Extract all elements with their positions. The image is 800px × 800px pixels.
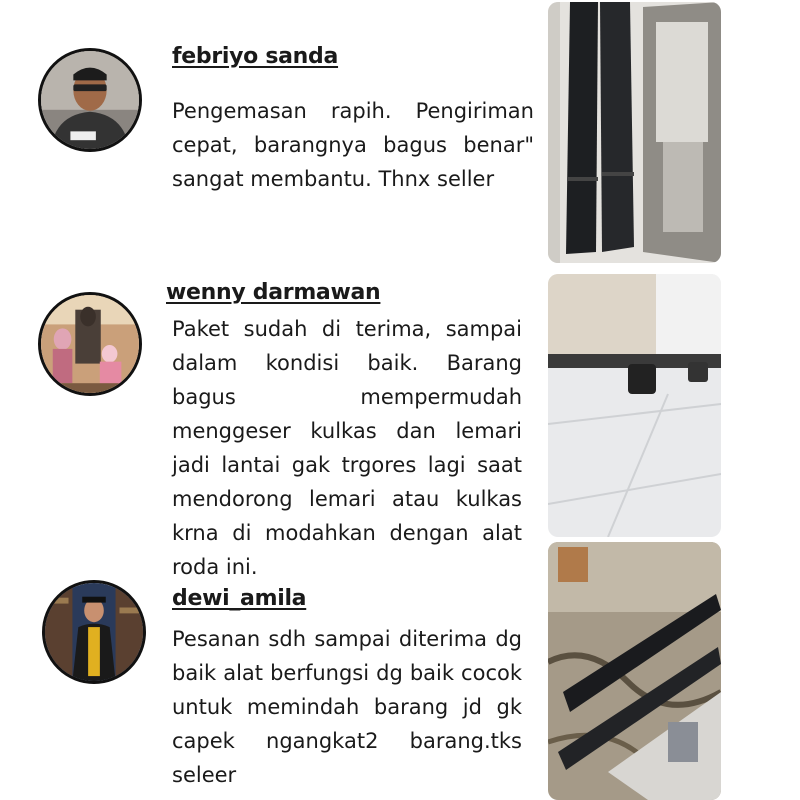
- reviewer-name[interactable]: wenny darmawan: [166, 280, 381, 305]
- review-text: Pesanan sdh sampai diterima dg baik alat berfungsi dg baik cocok untuk memindah barang jd gk capek ngangkat2 barang.tks seleer: [172, 627, 522, 787]
- review-card: [0, 270, 800, 579]
- product-photo[interactable]: [548, 274, 721, 537]
- reviewer-name[interactable]: febriyo sanda: [172, 44, 339, 69]
- product-photo[interactable]: [548, 542, 721, 800]
- review-card: [0, 540, 800, 800]
- review-text: Paket sudah di terima, sampai dalam kondisi baik. Barang bagus mempermudah menggeser kulkas dan lemari jadi lantai gak trgores lagi saat mendorong lemari atau kulkas krna di modahkan dengan alat roda ini.: [172, 317, 522, 579]
- avatar[interactable]: [38, 48, 142, 152]
- review-text: Pengemasan rapih. Pengiriman cepat, barangnya bagus benar" sangat membantu. Thnx seller: [172, 99, 534, 191]
- reviewer-name[interactable]: dewi_amila: [172, 586, 307, 611]
- review-card: [0, 0, 800, 265]
- avatar[interactable]: [38, 292, 142, 396]
- avatar[interactable]: [42, 580, 146, 684]
- product-photo[interactable]: [548, 2, 721, 263]
